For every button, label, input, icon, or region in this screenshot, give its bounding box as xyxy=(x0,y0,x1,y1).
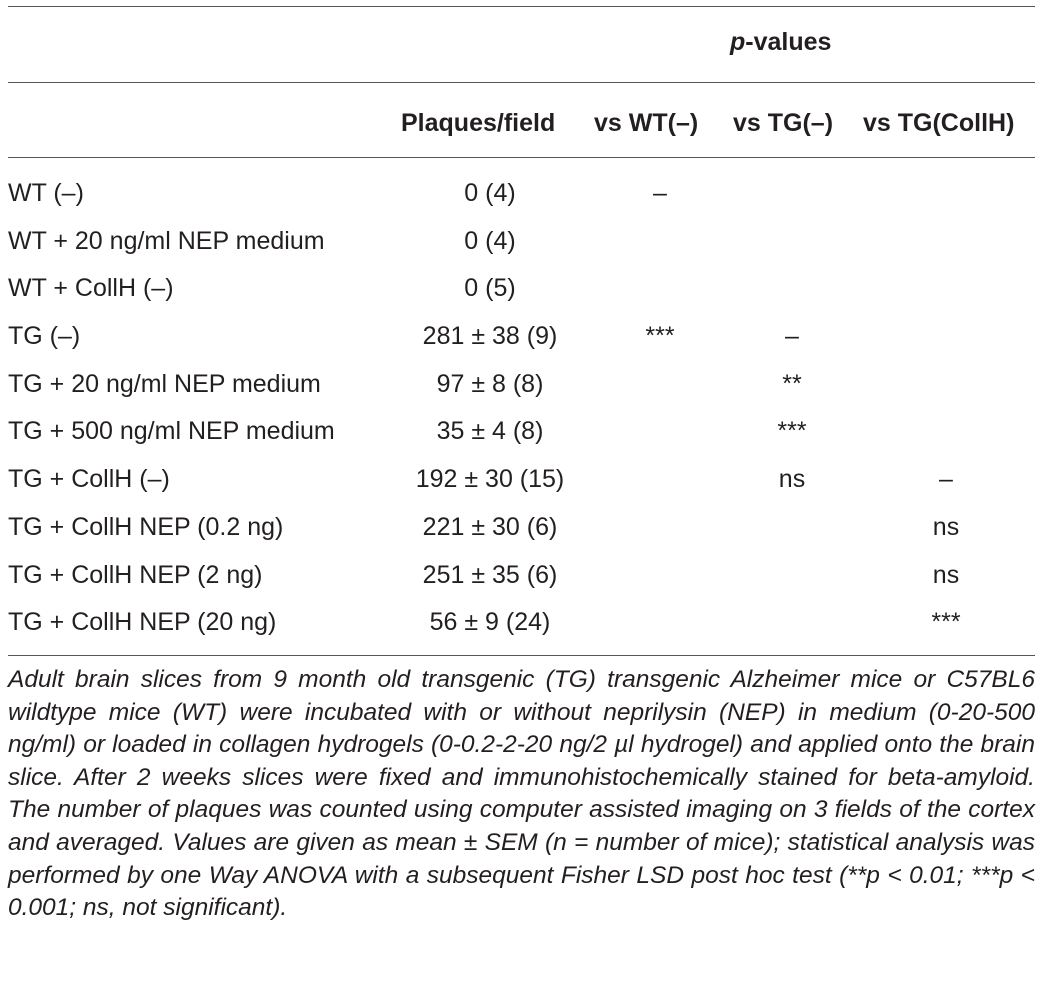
table-row xyxy=(0,504,1043,552)
table-row xyxy=(0,552,1043,600)
pvalue-vs-tg: ns xyxy=(778,465,806,494)
plaques-value: 0 (4) xyxy=(464,226,516,255)
plaques-value: 251 ± 35 (6) xyxy=(422,560,558,589)
column-header-plaques: Plaques/field xyxy=(401,109,556,137)
row-label: TG + CollH NEP (2 ng) xyxy=(8,560,263,589)
row-label: WT + 20 ng/ml NEP medium xyxy=(8,226,325,255)
column-header-vs-wt: vs WT(–) xyxy=(594,109,699,137)
table-row xyxy=(0,361,1043,409)
row-label: TG + CollH NEP (0.2 ng) xyxy=(8,512,284,541)
table-row xyxy=(0,456,1043,504)
row-label: TG (–) xyxy=(8,322,81,351)
plaques-value: 97 ± 8 (8) xyxy=(436,369,544,398)
table-caption: Adult brain slices from 9 month old transgenic (TG) transgenic Alzheimer mice or C57BL6 wildtype mice (WT) were incubated with or without neprilysin (NEP) in medium (0-20-500 ng/ml) or loaded in collagen hydrogels (0-0.2-2-20 ng/2 µl hydrogel) and applied onto the brain slice. After 2 weeks slices were fixed and immunohistochemically stained for beta-amyloid. The number of plaques was counted using computer assisted imaging on 3 fields of the cortex and averaged. Values are given as mean ± SEM (n = number of mice); statistical analysis was performed by one Way ANOVA with a subsequent Fisher LSD post hoc test (**p < 0.01; ***p < 0.001; ns, not significant). xyxy=(8,666,1035,922)
row-label: TG + CollH NEP (20 ng) xyxy=(8,608,277,637)
pvalue-vs-tg: – xyxy=(785,322,799,351)
plaques-value: 0 (4) xyxy=(464,179,516,207)
table-body xyxy=(0,170,1043,647)
plaques-value: 56 ± 9 (24) xyxy=(429,608,551,637)
row-label: TG + CollH (–) xyxy=(8,465,170,494)
pvalues-p: p xyxy=(730,28,746,56)
column-header-vs-tg: vs TG(–) xyxy=(733,109,834,137)
row-label: TG + 20 ng/ml NEP medium xyxy=(8,369,321,398)
pvalue-vs-tg: ** xyxy=(782,369,802,398)
table-row xyxy=(0,265,1043,313)
pvalue-vs-wt: – xyxy=(653,179,667,207)
row-label: WT (–) xyxy=(8,179,84,207)
row-label: TG + 500 ng/ml NEP medium xyxy=(8,417,335,446)
pvalue-vs-tg-collh: – xyxy=(939,465,953,494)
pvalues-label: -values xyxy=(745,28,832,56)
plaques-value: 281 ± 38 (9) xyxy=(422,322,558,351)
pvalue-vs-tg-collh: ns xyxy=(932,560,960,589)
table-row xyxy=(0,170,1043,218)
table-row xyxy=(0,218,1043,266)
column-header-vs-tg-collh: vs TG(CollH) xyxy=(863,109,1015,137)
plaques-value: 221 ± 30 (6) xyxy=(422,512,558,541)
table-bottom-rule xyxy=(8,655,1035,656)
pvalues-header xyxy=(730,27,831,57)
pvalue-vs-tg: *** xyxy=(777,417,807,446)
row-label: WT + CollH (–) xyxy=(8,274,174,303)
pvalue-vs-wt: *** xyxy=(645,322,675,351)
plaques-value: 35 ± 4 (8) xyxy=(436,417,544,446)
pvalues-rule xyxy=(8,82,1035,83)
plaques-value: 0 (5) xyxy=(464,274,516,303)
table-row xyxy=(0,408,1043,456)
header-bottom-rule xyxy=(8,157,1035,158)
table-top-rule xyxy=(8,6,1035,7)
table-row xyxy=(0,599,1043,647)
plaques-value: 192 ± 30 (15) xyxy=(415,465,565,494)
pvalue-vs-tg-collh: ns xyxy=(932,512,960,541)
table-row xyxy=(0,313,1043,361)
pvalue-vs-tg-collh: *** xyxy=(931,608,961,637)
